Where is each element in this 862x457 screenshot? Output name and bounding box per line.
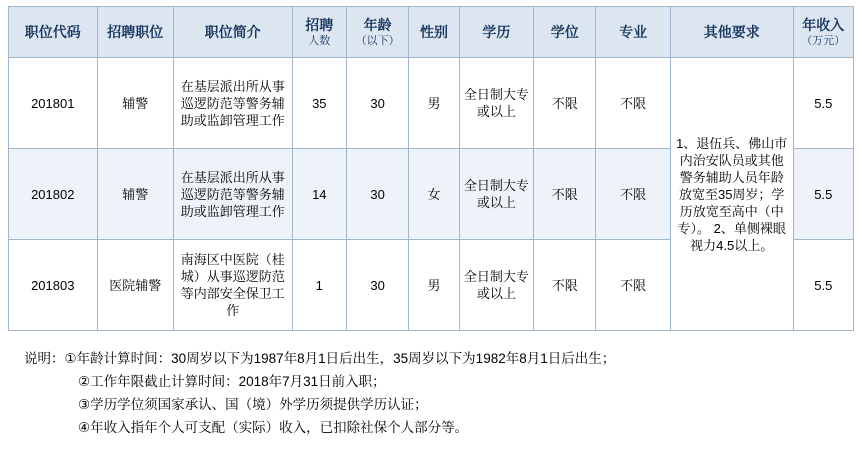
cell-gender: 女 (409, 149, 459, 240)
cell-position: 辅警 (97, 149, 173, 240)
cell-income: 5.5 (793, 240, 853, 331)
cell-gender: 男 (409, 240, 459, 331)
header-label: 性别 (419, 23, 448, 40)
table-body (9, 58, 854, 331)
cell-headcount: 1 (292, 240, 346, 331)
note-line-2: ②工作年限截止计算时间：2018年7月31日前入职； (78, 374, 386, 389)
notes-block (24, 347, 842, 439)
column-header-other-requirements (670, 7, 793, 58)
header-label: 专业 (619, 23, 648, 40)
column-header-headcount (292, 7, 346, 58)
header-label: 学历 (482, 23, 511, 40)
table-header-row (9, 7, 854, 58)
cell-position: 医院辅警 (97, 240, 173, 331)
note-line-3: ③学历学位须国家承认、国（境）外学历须提供学历认证； (78, 397, 428, 412)
column-header-gender (409, 7, 459, 58)
cell-education: 全日制大专或以上 (459, 149, 533, 240)
cell-degree: 不限 (534, 58, 596, 149)
recruitment-table-page (0, 6, 862, 457)
column-header-degree (534, 7, 596, 58)
cell-code: 201801 (9, 58, 98, 149)
note-line-1: 说明：①年龄计算时间：30周岁以下为1987年8月1日后出生，35周岁以下为1982年8月1日后出生； (24, 351, 616, 366)
cell-education: 全日制大专或以上 (459, 58, 533, 149)
cell-degree: 不限 (534, 149, 596, 240)
header-label: 招聘职位 (107, 23, 164, 40)
cell-brief: 在基层派出所从事巡逻防范等警务辅助或监卸管理工作 (173, 58, 292, 149)
column-header-age (346, 7, 408, 58)
cell-major: 不限 (596, 58, 670, 149)
header-label: 年龄 (363, 16, 392, 33)
cell-brief: 南海区中医院（桂城）从事巡逻防范等内部安全保卫工作 (173, 240, 292, 331)
cell-other-requirements: 1、退伍兵、佛山市内治安队员或其他警务辅助人员年龄放宽至35周岁；学历放宽至高中（中专）。 2、单侧裸眼视力4.5以上。 (670, 58, 793, 331)
cell-code: 201803 (9, 240, 98, 331)
column-header-brief (173, 7, 292, 58)
recruitment-table (8, 6, 854, 331)
header-label: 其他要求 (703, 23, 760, 40)
column-header-major (596, 7, 670, 58)
header-label: 年收入 (802, 16, 845, 33)
cell-education: 全日制大专或以上 (459, 240, 533, 331)
table-row (9, 58, 854, 149)
header-sublabel: （万元） (801, 34, 846, 47)
cell-age: 30 (346, 58, 408, 149)
header-label: 职位代码 (24, 23, 81, 40)
column-header-education (459, 7, 533, 58)
column-header-code (9, 7, 98, 58)
cell-income: 5.5 (793, 58, 853, 149)
header-label: 招聘 (305, 16, 334, 33)
cell-age: 30 (346, 240, 408, 331)
note-line-4: ④年收入指年个人可支配（实际）收入，已扣除社保个人部分等。 (78, 420, 469, 435)
cell-brief: 在基层派出所从事巡逻防范等警务辅助或监卸管理工作 (173, 149, 292, 240)
column-header-income (793, 7, 853, 58)
header-label: 职位简介 (204, 23, 261, 40)
cell-major: 不限 (596, 240, 670, 331)
cell-code: 201802 (9, 149, 98, 240)
cell-degree: 不限 (534, 240, 596, 331)
cell-headcount: 35 (292, 58, 346, 149)
cell-position: 辅警 (97, 58, 173, 149)
header-label: 学位 (550, 23, 579, 40)
header-sublabel: 人数 (308, 34, 331, 47)
cell-income: 5.5 (793, 149, 853, 240)
column-header-position (97, 7, 173, 58)
cell-major: 不限 (596, 149, 670, 240)
cell-gender: 男 (409, 58, 459, 149)
header-sublabel: （以下） (355, 34, 400, 47)
cell-age: 30 (346, 149, 408, 240)
cell-headcount: 14 (292, 149, 346, 240)
